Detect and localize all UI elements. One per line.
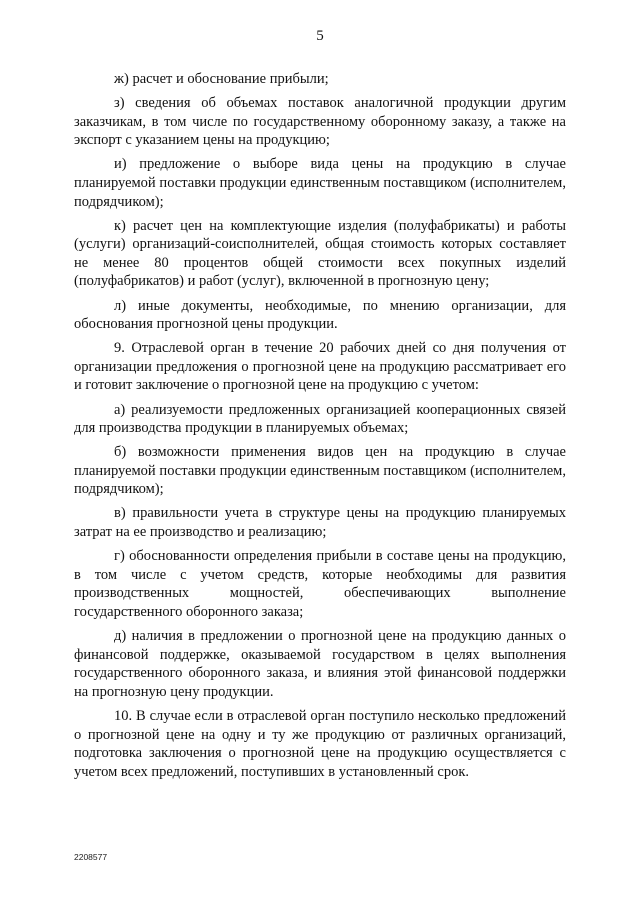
- paragraph-d: д) наличия в предложении о прогнозной цене на продукцию данных о финансовой поддержке, оказываемой государством в целях выполнения государственного оборонного заказа, и влияния этой финансовой поддержки на прогнозную цену продукции.: [74, 628, 566, 700]
- paragraph-z: з) сведения об объемах поставок аналогичной продукции другим заказчикам, в том числе по государственному оборонному заказу, а также на экспорт с указанием цены на продукцию;: [74, 95, 566, 149]
- paragraph-a: а) реализуемости предложенных организацией кооперационных связей для производства продукции в планируемых объемах;: [74, 401, 566, 437]
- paragraph-b: б) возможности применения видов цен на продукцию в случае планируемой поставки продукции единственным поставщиком (исполнителем, подрядчиком);: [74, 444, 566, 498]
- paragraph-9: 9. Отраслевой орган в течение 20 рабочих дней со дня получения от организации предложения о прогнозной цене на продукцию рассматривает его и готовит заключение о прогнозной цене на продукцию с учетом:: [74, 340, 566, 394]
- document-body: [74, 70, 566, 787]
- paragraph-zh: ж) расчет и обоснование прибыли;: [114, 71, 329, 87]
- paragraph-l: л) иные документы, необходимые, по мнению организации, для обоснования прогнозной цены продукции.: [74, 297, 566, 333]
- paragraph-i: и) предложение о выборе вида цены на продукцию в случае планируемой поставки продукции единственным поставщиком (исполнителем, подрядчиком);: [74, 156, 566, 210]
- paragraph-g: г) обоснованности определения прибыли в составе цены на продукцию, в том числе с учетом средств, которые необходимы для развития производственных мощностей, обеспечивающих выполнение государственного оборонного заказа;: [74, 548, 566, 620]
- page-number: 5: [316, 28, 324, 44]
- paragraph-10: 10. В случае если в отраслевой орган поступило несколько предложений о прогнозной цене на одну и ту же продукцию от различных организаций, подготовка заключения о прогнозной цене на продукцию осуществляется с учетом всех предложений, поступивших в установленный срок.: [74, 707, 566, 780]
- paragraph-k: к) расчет цен на комплектующие изделия (полуфабрикаты) и работы (услуги) организаций-соисполнителей, общая стоимость которых составляет не менее 80 процентов общей стоимости всех покупных изделий (полуфабрикатов) и работ (услуг), включенной в прогнозную цену;: [74, 217, 566, 290]
- paragraph-v: в) правильности учета в структуре цены на продукцию планируемых затрат на ее производство и реализацию;: [74, 505, 566, 541]
- document-code: 2208577: [74, 852, 108, 862]
